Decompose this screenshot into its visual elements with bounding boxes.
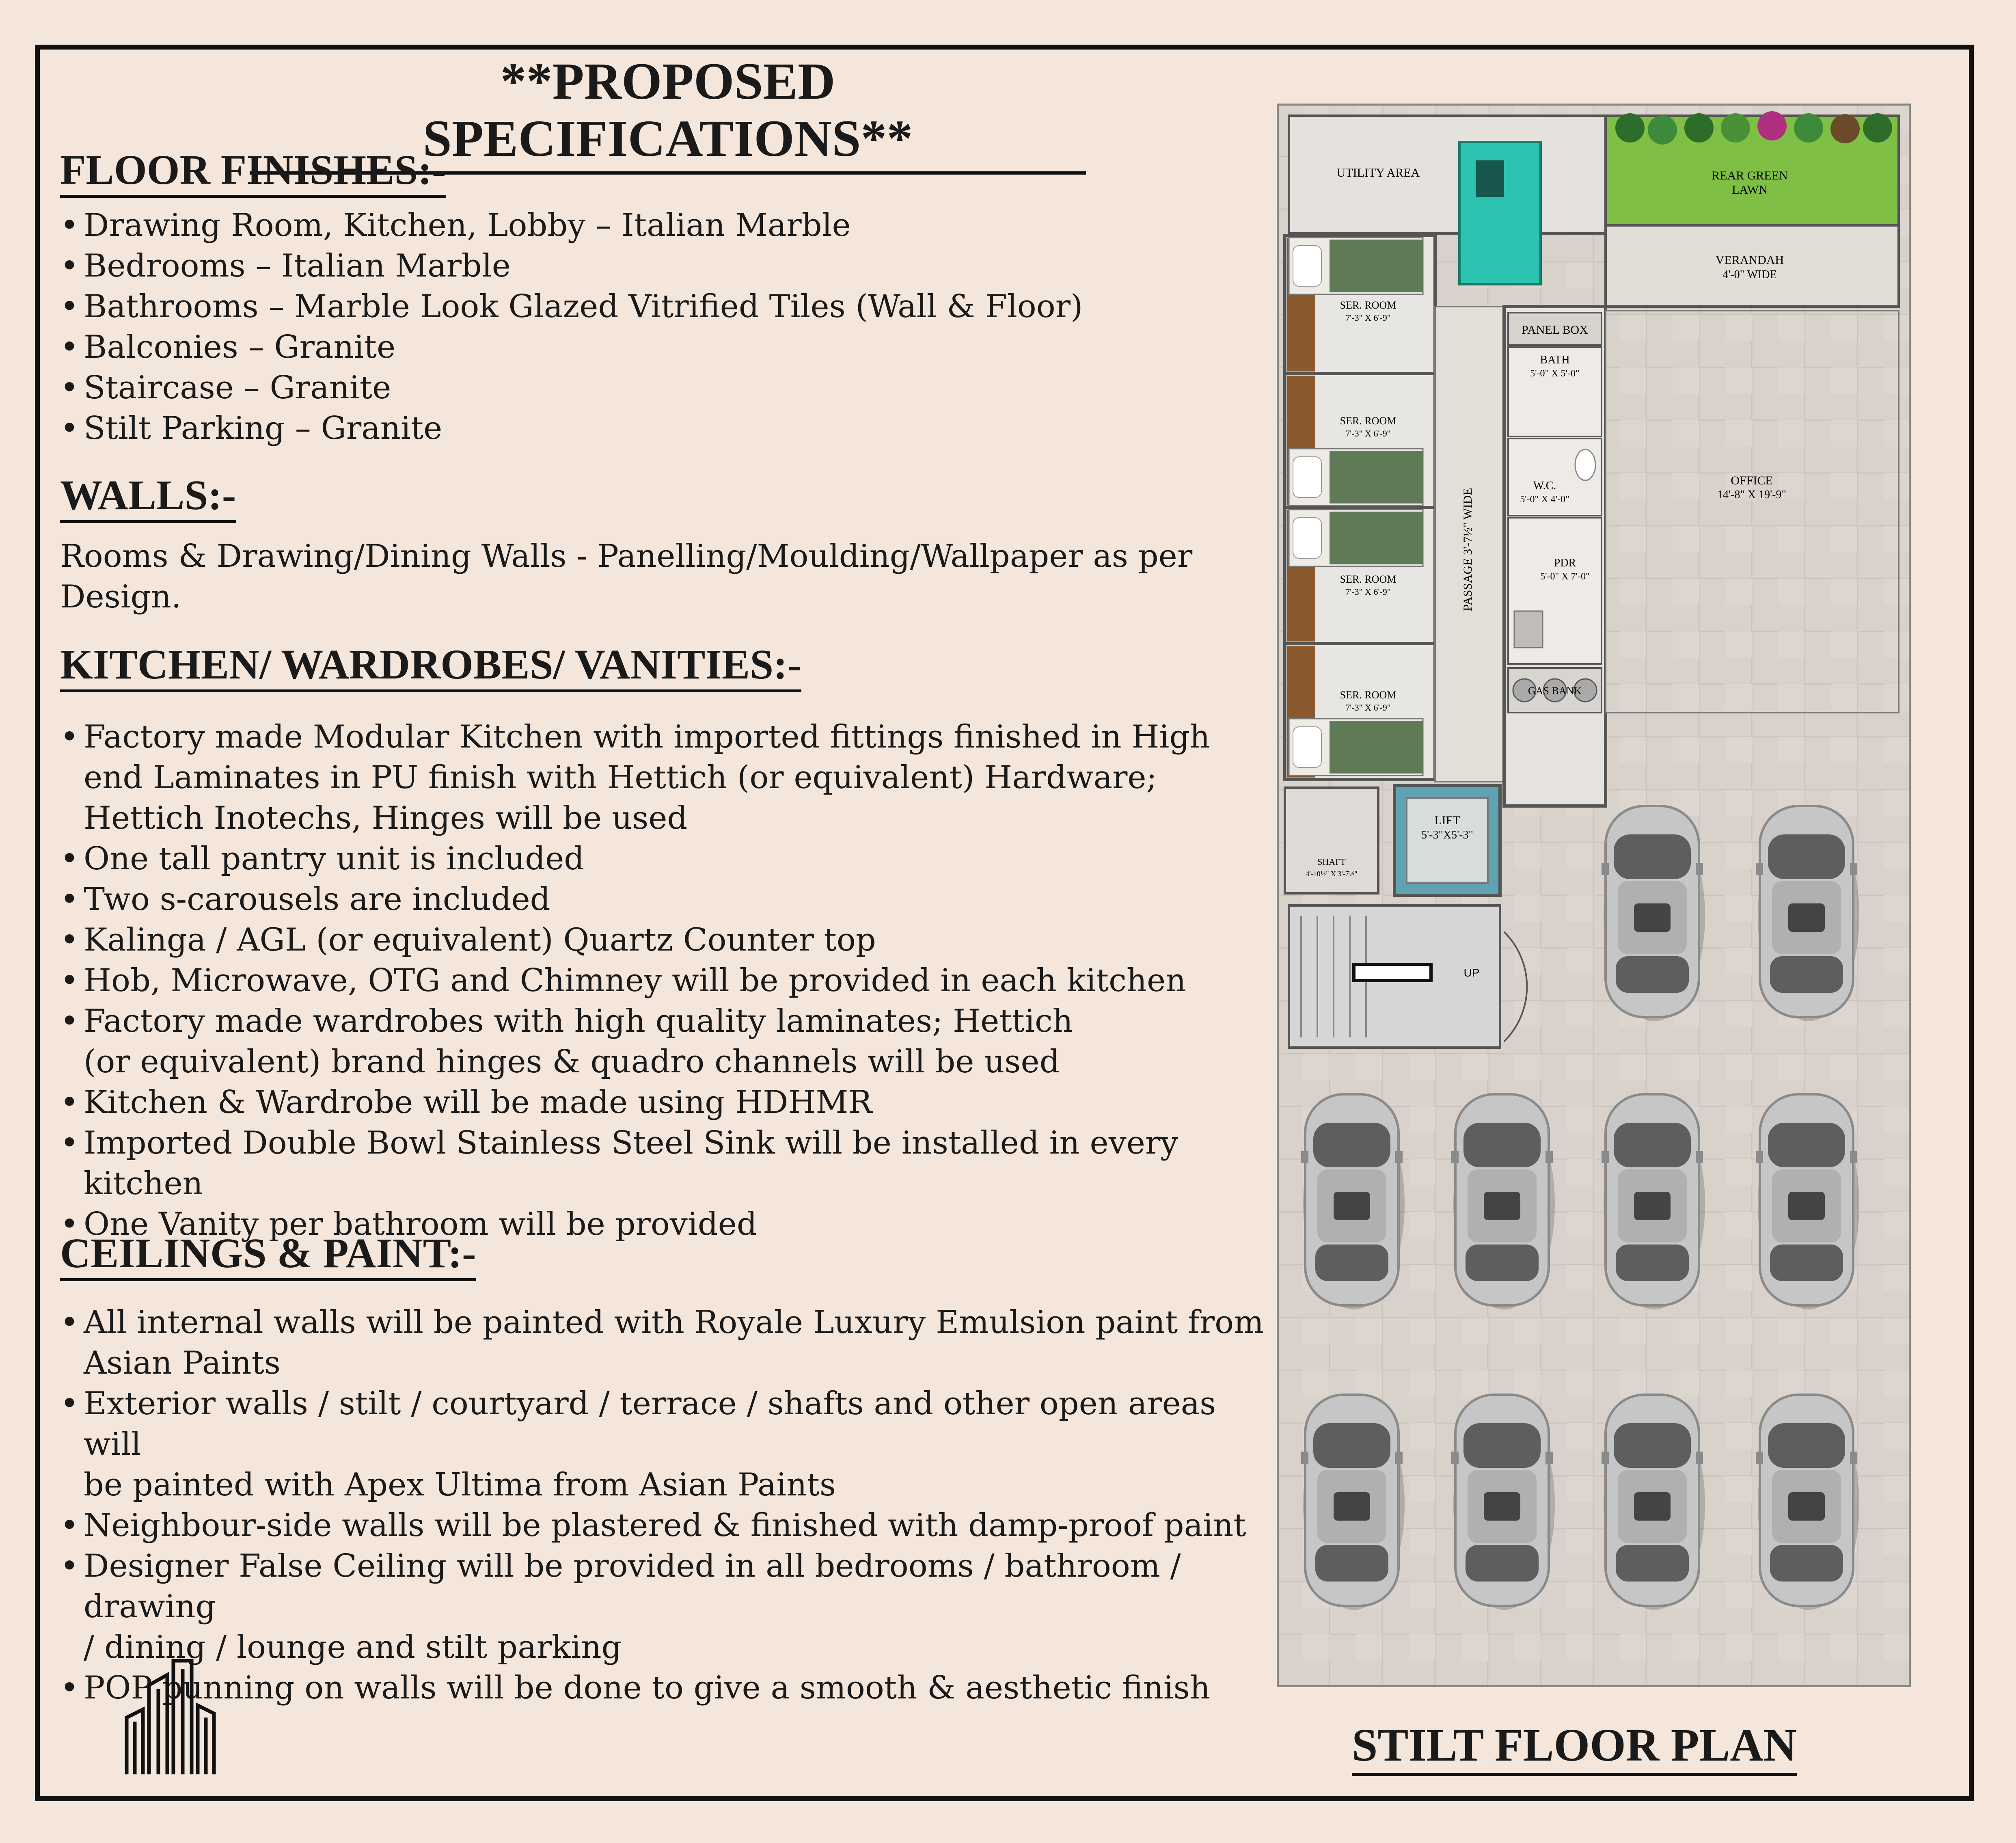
list-item: [57, 1546, 1275, 1668]
office-dim: 14'-8" X 19'-9": [1717, 488, 1786, 501]
list-item: • Two s-carousels are included: [57, 879, 1275, 920]
ceilings-heading: CEILINGS & PAINT:-: [60, 1230, 476, 1281]
kitchen-heading: KITCHEN/ WARDROBES/ VANITIES:-: [60, 642, 801, 692]
list-item: [57, 1302, 1275, 1383]
list-item: • One Vanity per bathroom will be provided: [57, 1204, 1275, 1245]
list-item: • POP punning on walls will be done to give a smooth & aesthetic finish: [57, 1668, 1275, 1708]
list-item-line: Factory made Modular Kitchen with imported fittings finished in High: [84, 719, 1210, 755]
list-item: • Bathrooms – Marble Look Glazed Vitrified Tiles (Wall & Floor): [57, 286, 1275, 327]
ser-room-dim: 7'-3" X 6'-9": [1345, 587, 1391, 597]
floor-finishes-list: [57, 205, 1275, 449]
walls-heading: WALLS:-: [60, 472, 236, 523]
list-item-line: All internal walls will be painted with Royale Luxury Emulsion paint from: [84, 1304, 1264, 1341]
passage-label: PASSAGE 3'-7½" WIDE: [1461, 488, 1474, 611]
list-item: • Balconies – Granite: [57, 327, 1275, 367]
list-item-line: (or equivalent) brand hinges & quadro channels will be used: [84, 1044, 1060, 1080]
list-item-line: Designer False Ceiling will be provided in all bedrooms / bathroom / drawing: [84, 1548, 1181, 1625]
list-item-line: end Laminates in PU finish with Hettich (or equivalent) Hardware;: [84, 759, 1157, 796]
pdr-label: PDR: [1554, 557, 1576, 569]
list-item-line: / dining / lounge and stilt parking: [84, 1629, 622, 1666]
lift-label: LIFT: [1434, 814, 1460, 827]
ser-room-dim: 7'-3" X 6'-9": [1345, 702, 1391, 713]
servant-room-1: [1285, 236, 1435, 374]
list-item-line: be painted with Apex Ultima from Asian Paints: [84, 1467, 836, 1503]
office-label: OFFICE: [1731, 474, 1773, 487]
building-logo: [119, 1657, 220, 1778]
ser-room-label: SER. ROOM: [1340, 415, 1397, 427]
car: [1602, 806, 1705, 1021]
walls-text-line: Rooms & Drawing/Dining Walls - Panelling/Moulding/Wallpaper as per: [60, 538, 1193, 575]
bath-dim: 5'-0" X 5'-0": [1530, 368, 1580, 379]
car: [1756, 1395, 1859, 1610]
pdr-dim: 5'-0" X 7'-0": [1540, 571, 1590, 582]
car: [1451, 1094, 1555, 1309]
page-title: **PROPOSED SPECIFICATIONS**: [250, 53, 1086, 175]
wc-label: W.C.: [1533, 480, 1556, 492]
kitchen-list: [57, 717, 1275, 1245]
list-item: • Imported Double Bowl Stainless Steel Sink will be installed in every kitchen: [57, 1123, 1275, 1204]
servant-room-2: [1285, 374, 1435, 508]
list-item: • Hob, Microwave, OTG and Chimney will be provided in each kitchen: [57, 960, 1275, 1001]
list-item: • Staircase – Granite: [57, 367, 1275, 408]
car: [1602, 1094, 1705, 1309]
list-item-line: Asian Paints: [84, 1345, 281, 1381]
car: [1756, 1094, 1859, 1309]
list-item: [57, 1001, 1275, 1082]
list-item: [57, 717, 1275, 838]
floor-finishes-heading: FLOOR FINISHES:-: [60, 147, 446, 198]
list-item: • One tall pantry unit is included: [57, 838, 1275, 879]
gas-bank-label: GAS BANK: [1528, 685, 1582, 697]
lawn-label-1: REAR GREEN: [1712, 169, 1788, 182]
panel-box-label: PANEL BOX: [1522, 323, 1588, 337]
wc-dim: 5'-0" X 4'-0": [1520, 494, 1569, 505]
ser-room-label: SER. ROOM: [1340, 573, 1397, 585]
list-item: • Drawing Room, Kitchen, Lobby – Italian Marble: [57, 205, 1275, 246]
plan-title: STILT FLOOR PLAN: [1352, 1720, 1797, 1776]
list-item-line: Hettich Inotechs, Hinges will be used: [84, 800, 688, 836]
list-item: • Bedrooms – Italian Marble: [57, 246, 1275, 286]
stilt-floor-plan: [1277, 104, 1911, 1687]
stairs-up-label: UP: [1463, 966, 1480, 979]
servant-room-4: [1285, 644, 1435, 780]
ser-room-dim: 7'-3" X 6'-9": [1345, 428, 1391, 439]
servant-room-3: [1285, 508, 1435, 644]
list-item: • Kalinga / AGL (or equivalent) Quartz Counter top: [57, 920, 1275, 960]
shaft-dim: 4'-10½" X 3'-7½": [1306, 870, 1358, 878]
staircase: [1289, 905, 1527, 1048]
bath-label: BATH: [1540, 354, 1570, 366]
car: [1756, 806, 1859, 1021]
list-item: • Stilt Parking – Granite: [57, 408, 1275, 449]
walls-text: [60, 536, 1197, 617]
list-item-line: Factory made wardrobes with high quality laminates; Hettich: [84, 1003, 1073, 1039]
verandah-width: 4'-0" WIDE: [1722, 268, 1777, 281]
car: [1451, 1395, 1555, 1610]
list-item-line: Exterior walls / stilt / courtyard / terrace / shafts and other open areas will: [84, 1385, 1216, 1463]
list-item: • Neighbour-side walls will be plastered & finished with damp-proof paint: [57, 1505, 1275, 1546]
shaft-label: SHAFT: [1317, 857, 1346, 867]
car: [1301, 1094, 1405, 1309]
walls-text-line: Design.: [60, 579, 181, 615]
list-item: [57, 1383, 1275, 1505]
lift-dim: 5'-3"X5'-3": [1421, 829, 1473, 841]
ser-room-label: SER. ROOM: [1340, 299, 1397, 311]
ser-room-label: SER. ROOM: [1340, 689, 1397, 701]
ceilings-list: [57, 1302, 1275, 1708]
car: [1301, 1395, 1405, 1610]
car: [1602, 1395, 1705, 1610]
verandah-label: VERANDAH: [1715, 253, 1784, 267]
ser-room-dim: 7'-3" X 6'-9": [1345, 313, 1391, 323]
utility-label: UTILITY AREA: [1336, 166, 1420, 179]
lawn-label-2: LAWN: [1732, 183, 1768, 197]
list-item: • Kitchen & Wardrobe will be made using HDHMR: [57, 1082, 1275, 1123]
